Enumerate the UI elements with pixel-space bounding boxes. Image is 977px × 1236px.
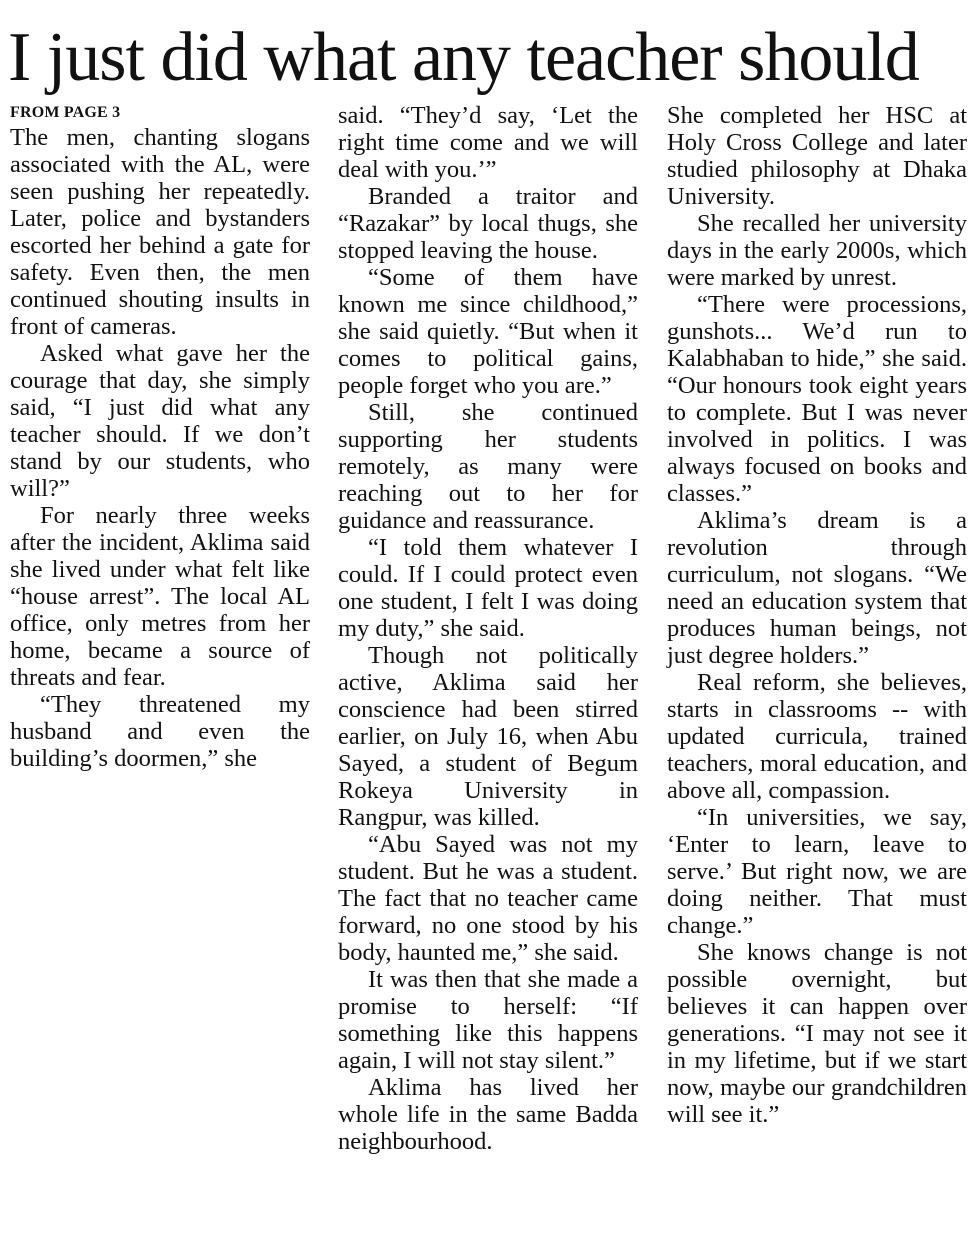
paragraph: Real reform, she believes, starts in classrooms -- with updated curricula, trained teachers, moral education, and above all, compassion. [667,669,967,804]
paragraph: said. “They’d say, ‘Let the right time come and we will deal with you.’” [338,102,638,183]
headline: I just did what any teacher should [8,19,919,96]
article-column-3 [667,102,967,1128]
paragraph: Aklima’s dream is a revolution through curriculum, not slogans. “We need an education system that produces human beings, not just degree holders.” [667,507,967,669]
article-column-2 [338,102,638,1155]
paragraph: “Some of them have known me since childhood,” she said quietly. “But when it comes to political gains, people forget who you are.” [338,264,638,399]
paragraph: She knows change is not possible overnight, but believes it can happen over generations. “I may not see it in my lifetime, but if we start now, maybe our grandchildren will see it.” [667,939,967,1128]
paragraph: For nearly three weeks after the incident, Aklima said she lived under what felt like “house arrest”. The local AL office, only metres from her home, became a source of threats and fear. [10,502,310,691]
paragraph: Though not politically active, Aklima said her conscience had been stirred earlier, on July 16, when Abu Sayed, a student of Begum Rokeya University in Rangpur, was killed. [338,642,638,831]
article-column-1 [10,102,310,772]
paragraph: Aklima has lived her whole life in the same Badda neighbourhood. [338,1074,638,1155]
paragraph: She recalled her university days in the early 2000s, which were marked by unrest. [667,210,967,291]
paragraph: It was then that she made a promise to herself: “If something like this happens again, I will not stay silent.” [338,966,638,1074]
paragraph: Asked what gave her the courage that day, she simply said, “I just did what any teacher should. If we don’t stand by our students, who will?” [10,340,310,502]
paragraph: “There were processions, gunshots... We’d run to Kalabhaban to hide,” she said. “Our honours took eight years to complete. But I was never involved in politics. I was always focused on books and classes.” [667,291,967,507]
paragraph: “In universities, we say, ‘Enter to learn, leave to serve.’ But right now, we are doing neither. That must change.” [667,804,967,939]
paragraph: “I told them whatever I could. If I could protect even one student, I felt I was doing my duty,” she said. [338,534,638,642]
continuation-kicker: FROM PAGE 3 [10,104,121,121]
paragraph: Branded a traitor and “Razakar” by local thugs, she stopped leaving the house. [338,183,638,264]
paragraph: “Abu Sayed was not my student. But he was a student. The fact that no teacher came forward, no one stood by his body, haunted me,” she said. [338,831,638,966]
paragraph: Still, she continued supporting her students remotely, as many were reaching out to her for guidance and reassurance. [338,399,638,534]
paragraph: She completed her HSC at Holy Cross College and later studied philosophy at Dhaka University. [667,102,967,210]
paragraph: The men, chanting slogans associated with the AL, were seen pushing her repeatedly. Later, police and bystanders escorted her behind a gate for safety. Even then, the men continued shouting insults in front of cameras. [10,124,310,340]
paragraph: “They threatened my husband and even the building’s doormen,” she [10,691,310,772]
